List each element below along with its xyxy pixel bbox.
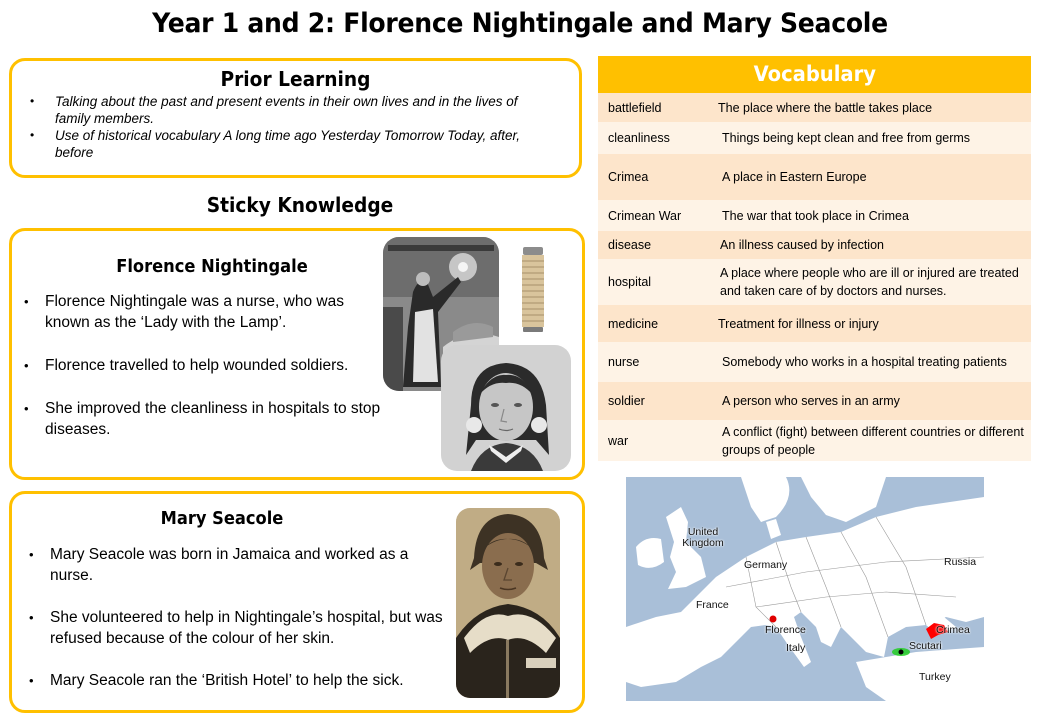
fact-item: • Mary Seacole was born in Jamaica and worked as a nurse.	[23, 544, 453, 586]
map-label-crimea: Crimea	[936, 624, 970, 636]
vocab-row	[598, 154, 1031, 200]
vocab-word: disease	[608, 238, 652, 252]
prior-learning-box	[9, 58, 582, 178]
vocabulary-rows	[598, 93, 1031, 461]
map-label-russia: Russia	[944, 556, 977, 568]
vocab-definition: Treatment for illness or injury	[718, 316, 879, 331]
vocab-definition: A place in Eastern Europe	[722, 170, 867, 184]
vocab-definition: The place where the battle takes place	[718, 100, 933, 115]
vocab-row	[598, 231, 1031, 259]
vocab-word: war	[608, 433, 629, 448]
prior-learning-list	[30, 93, 579, 161]
mary-seacole-portrait-image	[456, 508, 560, 698]
sticky-knowledge-heading: Sticky Knowledge	[206, 193, 394, 217]
map-label-uk: United Kingdom	[682, 526, 724, 549]
vocab-word: hospital	[608, 275, 652, 289]
vocab-row	[598, 93, 1031, 122]
prior-learning-item: • Use of historical vocabulary A long time ago Yesterday Tomorrow Today, after, before	[30, 127, 555, 161]
mary-seacole-box	[9, 491, 585, 713]
vocab-row	[598, 259, 1031, 305]
vocab-row	[598, 122, 1031, 154]
map-label-scutari: Scutari	[909, 640, 942, 652]
map-label-france: France	[696, 599, 729, 611]
europe-map-graphic	[626, 477, 984, 701]
prior-learning-heading: Prior Learning	[220, 67, 371, 91]
europe-map	[626, 477, 984, 701]
fact-item: • She volunteered to help in Nightingale’s hospital, but was refused because of the colour of her skin.	[23, 607, 453, 649]
vocab-definition: A place where people who are ill or injured are treated and taken care of by doctors and nurses.	[720, 266, 1019, 298]
vocab-definition: Somebody who works in a hospital treating patients	[722, 355, 1007, 369]
vocab-word: nurse	[608, 355, 640, 369]
vocab-definition: A conflict (fight) between different countries or different groups of people	[722, 424, 1024, 457]
florence-facts	[18, 291, 390, 462]
vocabulary-table	[598, 56, 1031, 461]
vocab-row	[598, 305, 1031, 342]
vocab-definition: An illness caused by infection	[720, 238, 884, 252]
fact-item: • Florence travelled to help wounded soldiers.	[18, 355, 390, 376]
vocab-word: soldier	[608, 394, 645, 408]
fact-item: • Florence Nightingale was a nurse, who was known as the ‘Lady with the Lamp’.	[18, 291, 390, 333]
vocab-word: Crimea	[608, 170, 649, 184]
vocabulary-heading: Vocabulary	[598, 56, 1031, 93]
map-label-italy: Italy	[786, 642, 806, 654]
vocab-word: medicine	[608, 316, 659, 331]
map-label-turkey: Turkey	[919, 671, 951, 683]
vocab-row	[598, 382, 1031, 420]
page-title: Year 1 and 2: Florence Nightingale and Mary Seacole	[152, 8, 888, 39]
vocab-word: cleanliness	[608, 131, 670, 145]
vocab-row	[598, 200, 1031, 231]
vocab-definition: The war that took place in Crimea	[722, 208, 909, 223]
florence-portrait-image	[441, 345, 571, 471]
vocab-definition: A person who serves in an army	[722, 394, 900, 408]
vocab-definition: Things being kept clean and free from germs	[722, 131, 971, 145]
prior-learning-item: • Talking about the past and present events in their own lives and in the lives of family members.	[30, 93, 555, 127]
florence-nightingale-box	[9, 228, 585, 480]
florence-heading: Florence Nightingale	[116, 257, 308, 277]
map-label-germany: Germany	[744, 559, 788, 571]
seacole-heading: Mary Seacole	[160, 509, 284, 529]
nightingale-lamp-image	[517, 245, 549, 335]
seacole-facts	[23, 544, 453, 712]
fact-item: • Mary Seacole ran the ‘British Hotel’ to help the sick.	[23, 670, 453, 691]
vocab-row	[598, 342, 1031, 382]
vocab-row	[598, 420, 1031, 461]
vocab-word: Crimean War	[608, 208, 682, 223]
fact-item: • She improved the cleanliness in hospitals to stop diseases.	[18, 398, 390, 440]
vocab-word: battlefield	[608, 100, 662, 115]
map-label-florence: Florence	[765, 624, 806, 636]
